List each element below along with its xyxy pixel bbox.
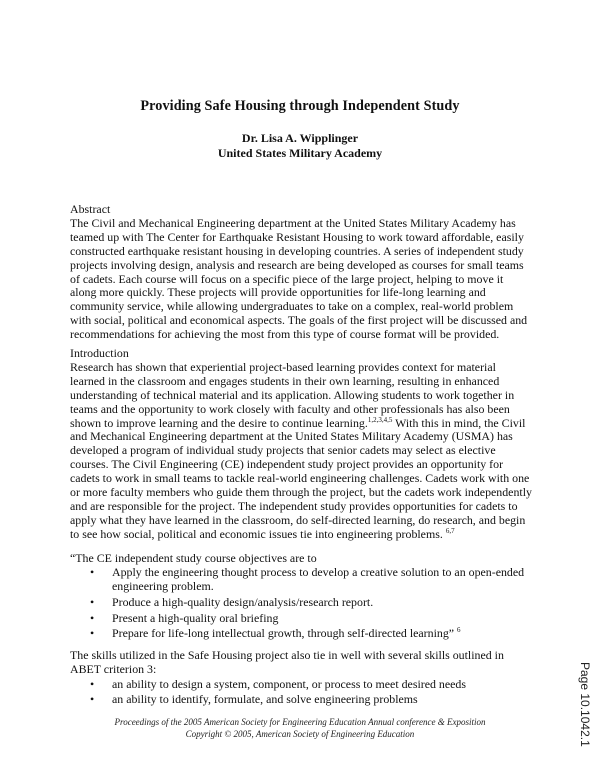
page-footer bbox=[0, 716, 600, 740]
footer-copyright: Copyright © 2005, American Society of Engineering Education bbox=[185, 729, 415, 739]
author-affiliation: United States Military Academy bbox=[217, 146, 383, 160]
paper-title: Providing Safe Housing through Independent Study bbox=[140, 98, 460, 114]
list-item bbox=[70, 627, 532, 641]
introduction-section bbox=[70, 347, 532, 542]
list-item-text: an ability to identify, formulate, and solve engineering problems bbox=[112, 691, 418, 706]
list-item bbox=[70, 612, 532, 626]
citation-ref: 1,2,3,4,5 bbox=[367, 415, 393, 424]
abet-list bbox=[70, 678, 532, 707]
list-item-text: Present a high-quality oral briefing bbox=[112, 610, 279, 625]
list-item-text: an ability to design a system, component, or process to meet desired needs bbox=[112, 676, 466, 691]
bullet-icon: • bbox=[90, 594, 95, 609]
introduction-text bbox=[70, 361, 532, 542]
bullet-icon: • bbox=[90, 676, 95, 691]
list-item bbox=[70, 596, 532, 610]
abstract-text: The Civil and Mechanical Engineering department at the United States Military Academy has teamed up with The Center for Earthquake Resistant Housing to work toward affordable, easily constructed earthquake resistant housing in developing countries. A series of independent study projects involving design, analysis and research are being developed as courses for small teams of cadets. Each course will focus on a specific piece of the large project, helping to move it along more quickly. These projects will provide opportunities for life-long learning and community service, while allowing undergraduates to take on a complex, real-world problem with social, political and economical aspects. The goals of the first project will be discussed and recommendations for achieving the most from this type of course format will be provided. bbox=[70, 215, 528, 342]
introduction-heading: Introduction bbox=[70, 346, 129, 360]
bullet-icon: • bbox=[90, 564, 95, 579]
list-item-text: Prepare for life-long intellectual growth, through self-directed learning” bbox=[112, 625, 455, 640]
introduction-text-part2: With this in mind, the Civil and Mechanical Engineering department at the United States Military Academy (USMA) has developed a program of individual study projects that senior cadets may select as elective courses. The Civil Engineering (CE) independent study project provides an opportunity for cadets to work in small teams to tackle real-world engineering challenges. Cadets work with one or more faculty members who guide them through the project, but the cadets work independently and are responsible for the project. The independent study provides opportunities for cadets to apply what they have learned in the classroom, do self-directed learning, do research, and begin to see how social, political and economic issues tie into engineering problems. bbox=[70, 415, 532, 541]
bullet-icon: • bbox=[90, 691, 95, 706]
introduction-text-part1: Research has shown that experiential project-based learning provides context for material learned in the classroom and engages students in their own learning, resulting in enhanced understanding of technical material and its application. Allowing students to work together in teams and the opportunity to work closely with faculty and other professionals has also been shown to improve learning and the desire to continue learning. bbox=[70, 359, 515, 430]
citation-ref: 6 bbox=[457, 625, 461, 634]
author-name: Dr. Lisa A. Wipplinger bbox=[241, 131, 359, 145]
list-item-text: Apply the engineering thought process to develop a creative solution to an open-ended engineering problem. bbox=[112, 564, 525, 593]
bullet-icon: • bbox=[90, 610, 95, 625]
abet-intro: The skills utilized in the Safe Housing project also tie in well with several skills outlined in ABET criterion 3: bbox=[70, 648, 504, 676]
citation-ref: 6,7 bbox=[445, 526, 455, 535]
list-item bbox=[70, 693, 532, 707]
abstract-section bbox=[70, 203, 532, 342]
abstract-heading: Abstract bbox=[70, 202, 111, 216]
objectives-list bbox=[70, 566, 532, 641]
bullet-icon: • bbox=[90, 625, 95, 640]
list-item bbox=[70, 566, 532, 594]
objectives-section bbox=[70, 552, 532, 640]
list-item bbox=[70, 678, 532, 692]
abet-section bbox=[70, 649, 532, 707]
list-item-text: Produce a high-quality design/analysis/research report. bbox=[112, 594, 374, 609]
page-number-stamp: Page 10.1042.1 bbox=[578, 662, 592, 747]
objectives-intro: “The CE independent study course objectives are to bbox=[70, 551, 317, 565]
footer-proceedings: Proceedings of the 2005 American Society for Engineering Education Annual conference & Exposition bbox=[114, 717, 486, 727]
